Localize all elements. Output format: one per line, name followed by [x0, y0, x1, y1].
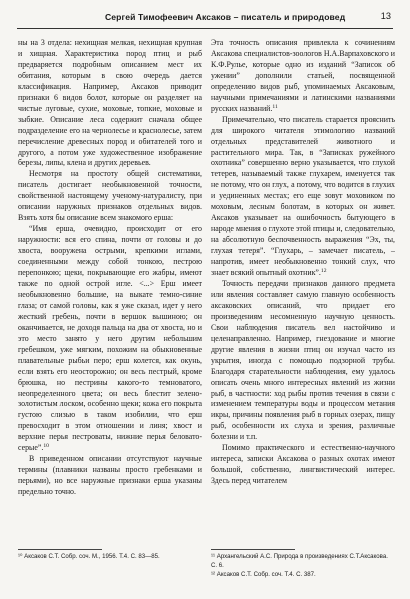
footnotes-right	[211, 552, 395, 579]
running-title: Сергей Тимофеевич Аксаков – писатель и природовед	[105, 12, 346, 22]
page-header	[17, 10, 393, 29]
footnote-ref: 11	[272, 103, 278, 110]
paragraph	[211, 115, 395, 279]
quote-text: “Имя ерша, очевидно, происходит от его наружности: вся его спина, почти от головы и до хвоста, вооружена острыми, крепкими иглами, соединенными между собой тонкою, пестрою перепонкою; щеки, покрывающие его жабры, имеют также по одной острой игле. <...> Ерш имеет необыкновенно большие, на выкате темно-синие глаза; от самой головы, как я уже сказал, идет у него жесткий гребень, почти в вершок вышиною; он оканчивается, не доходя пальца на два от хвоста, но и это место занято у него другим небольшим гребешком, уже мягким, похожим на обыкновенные плавательные рыбьи перо; ерш колется, как окунь, если взять его неосторожно; он весь пестрый, кроме брюшка, но пестрины какого-то темноватого, неопределенного цвета; он весь блестит зелено-золотистым лоском, особенно щеки; кожа его покрыта густою слизью в таком изобилии, что ерш превосходит в этом отношении и линя; хвост и верхние перья пестроваты, нижние перья беловато-серые”.	[18, 224, 202, 453]
page-number: 13	[380, 11, 391, 21]
paragraph: В приведенном описании отсутствуют научные термины (плавники названы просто гребенками и перьями), но все наружные признаки ерша указаны предельно точно.	[18, 454, 202, 497]
paragraph-text: Примечательно, что писатель старается прояснить для широкого читателя этимологию названий отдельных представителей животного и растительного мира. Так, в “Записках ружейного охотника” совершенно верно указывается, что глухой тетерев, называемый также глухарем, именуется так не потому, что он глух, а потому, что водится в глухих и уединенных местах; его еще зовут моховиком по моховым, лесным болотам, в которых он живет. Аксаков указывает на ошибочность бытующего в народе мнения о глухоте этой птицы и, следовательно, на абсолютную беспочвенность выражения “Эх, ты, глухая тетеря”. “Глухарь, – замечает писатель, – напротив, имеет необыкновенно тонкий слух, что знает всякий опытный охотник”.	[211, 114, 395, 278]
paragraph-text: Эта точность описания привлекла к сочинениям Аксакова специалистов-зоологов Н.А.Варпаховского и К.Ф.Рулье, которые одно из изданий “Записок об ужении” дополнили статьей, посвященной определению видов рыб, упоминаемых Аксаковым, научными примечаниями и латинскими названиями русских названий.	[211, 38, 395, 113]
paragraph	[211, 38, 395, 115]
paragraph: Несмотря на простоту общей систематики, писатель достигает необыкновенной точности, свойственной настоящему ученому-натуралисту, при описании наружных признаков отдельных видов. Взять хотя бы описание всем знакомого ерша:	[18, 169, 202, 223]
paragraph: Точность передачи признаков данного предмета или явления составляет самую главную особенность аксаковских описаний, что придает его произведениям несомненную научную ценность. Свои наблюдения писатель вел настойчиво и целенаправленно. Например, гнездование и многие другие явления в жизни птиц он изучал часто из укрытия, иногда с помощью подзорной трубы. Благодаря старательности наблюдения, ему удалось описать очень много интересных явлений из жизни рыб, в частности: ход рыбы против течения в связи с изменением температуры воды и процессом метания икры, причины появления рыб в горных озерах, пищу рыб, особенности их слуха и зрения, различные болезни и т.п.	[211, 278, 395, 442]
footnote: ¹⁰ Аксаков С.Т. Собр. соч. М., 1956. Т.4. С. 83—85.	[18, 553, 160, 560]
footnotes-left	[18, 552, 202, 561]
paragraph: Помимо практического и естественно-научного интереса, записки Аксакова о разных охотах имеют большой, собственно, лингвистический интерес. Здесь перед читателем	[211, 443, 395, 486]
footnote: ¹² Аксаков С.Т. Собр. соч. Т.4. С. 387.	[211, 571, 316, 578]
footnote-rule	[211, 549, 295, 550]
right-column	[211, 38, 395, 546]
footnote-rule	[18, 549, 102, 550]
quote-paragraph	[18, 224, 202, 454]
footnote-ref: 10	[43, 443, 49, 450]
footnote-ref: 12	[320, 268, 327, 275]
paragraph: ны на 3 отдела: нехищная мелкая, нехищная крупная и хищная. Характеристика пород птиц и рыб предваряется подробным описанием мест их обитания, которым в свою очередь дается классификация. Например, Аксаков приводит признаки 6 видов болот, которые он разделяет на чистые луговые, сухие, моховые, топкие, моховые и зыбкие. Описание леса содержит сначала общее подразделение его на чернолесье и краснолесье, затем перечисление древесных пород и обитателей того и другого, а потом уже художественное изображение березы, липы, клена и других деревьев.	[18, 38, 202, 168]
footnote: ¹¹ Архангельский А.С. Природа в произведениях С.Т.Аксакова. С. 6.	[211, 553, 388, 569]
left-column	[18, 38, 202, 546]
